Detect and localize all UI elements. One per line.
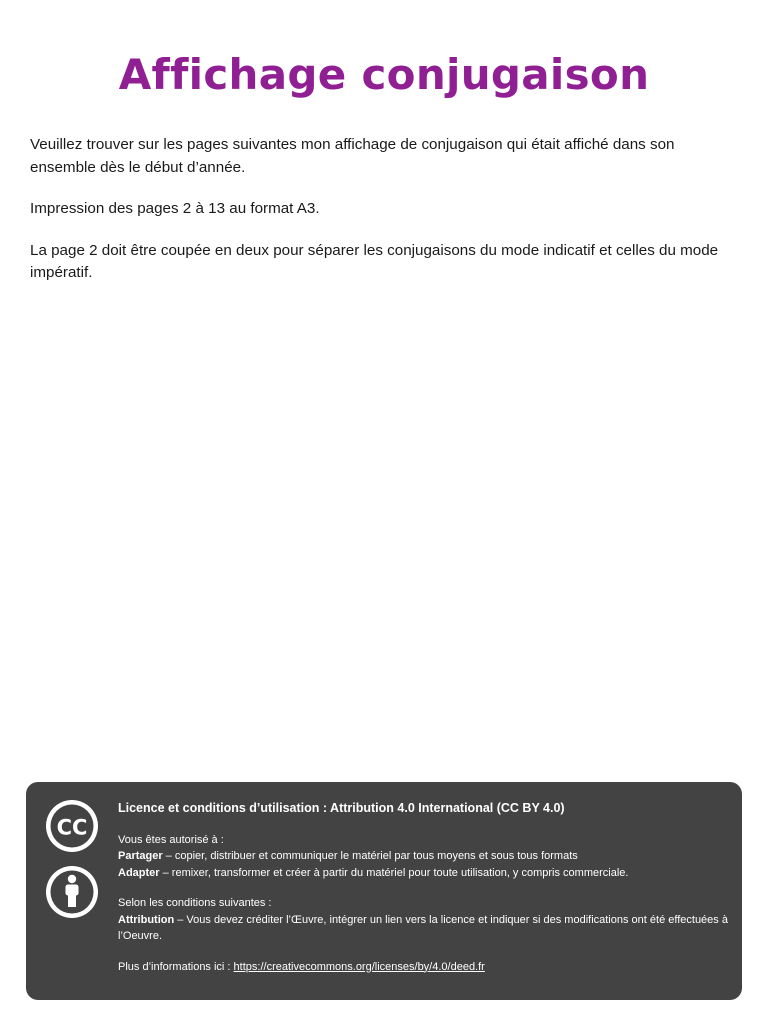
document-body — [30, 134, 735, 304]
more-info-line — [118, 959, 728, 976]
cc-icon-label: CC — [56, 815, 88, 840]
conditions-intro: Selon les conditions suivantes : — [118, 897, 272, 909]
share-text: – copier, distribuer et communiquer le matériel par tous moyens et sous tous formats — [162, 850, 578, 862]
paragraph-print-instructions: Impression des pages 2 à 13 au format A3. — [30, 200, 320, 217]
adapt-term: Adapter — [118, 866, 160, 879]
attribution-person-icon — [42, 862, 102, 922]
license-heading: Licence et conditions d’utilisation : Attribution 4.0 International (CC BY 4.0) — [118, 801, 565, 815]
cc-icon — [42, 796, 102, 856]
share-clause — [118, 848, 728, 865]
authorized-intro: Vous êtes autorisé à : — [118, 833, 224, 846]
page-title: Affichage conjugaison — [118, 50, 650, 99]
attribution-term: Attribution — [118, 913, 175, 926]
license-box — [26, 782, 742, 1000]
more-info-label: Plus d’informations ici : — [118, 960, 234, 973]
license-url-link[interactable]: https://creativecommons.org/licenses/by/4.0/deed.fr — [233, 960, 485, 973]
adapt-text: – remixer, transformer et créer à partir du matériel pour toute utilisation, y compris commerciale. — [159, 866, 629, 879]
license-text — [118, 800, 728, 975]
share-term: Partager — [118, 850, 163, 862]
attribution-clause — [118, 912, 728, 945]
adapt-clause — [118, 865, 728, 882]
attribution-text: – Vous devez créditer l’Œuvre, intégrer un lien vers la licence et indiquer si des modifications ont été effectuées à l’Oeuvre. — [118, 913, 728, 942]
paragraph-intro: Veuillez trouver sur les pages suivantes mon affichage de conjugaison qui était affiché dans son ensemble dès le début d’année. — [30, 136, 675, 176]
paragraph-cut-instructions: La page 2 doit être coupée en deux pour séparer les conjugaisons du mode indicatif et celles du mode impératif. — [30, 241, 719, 281]
